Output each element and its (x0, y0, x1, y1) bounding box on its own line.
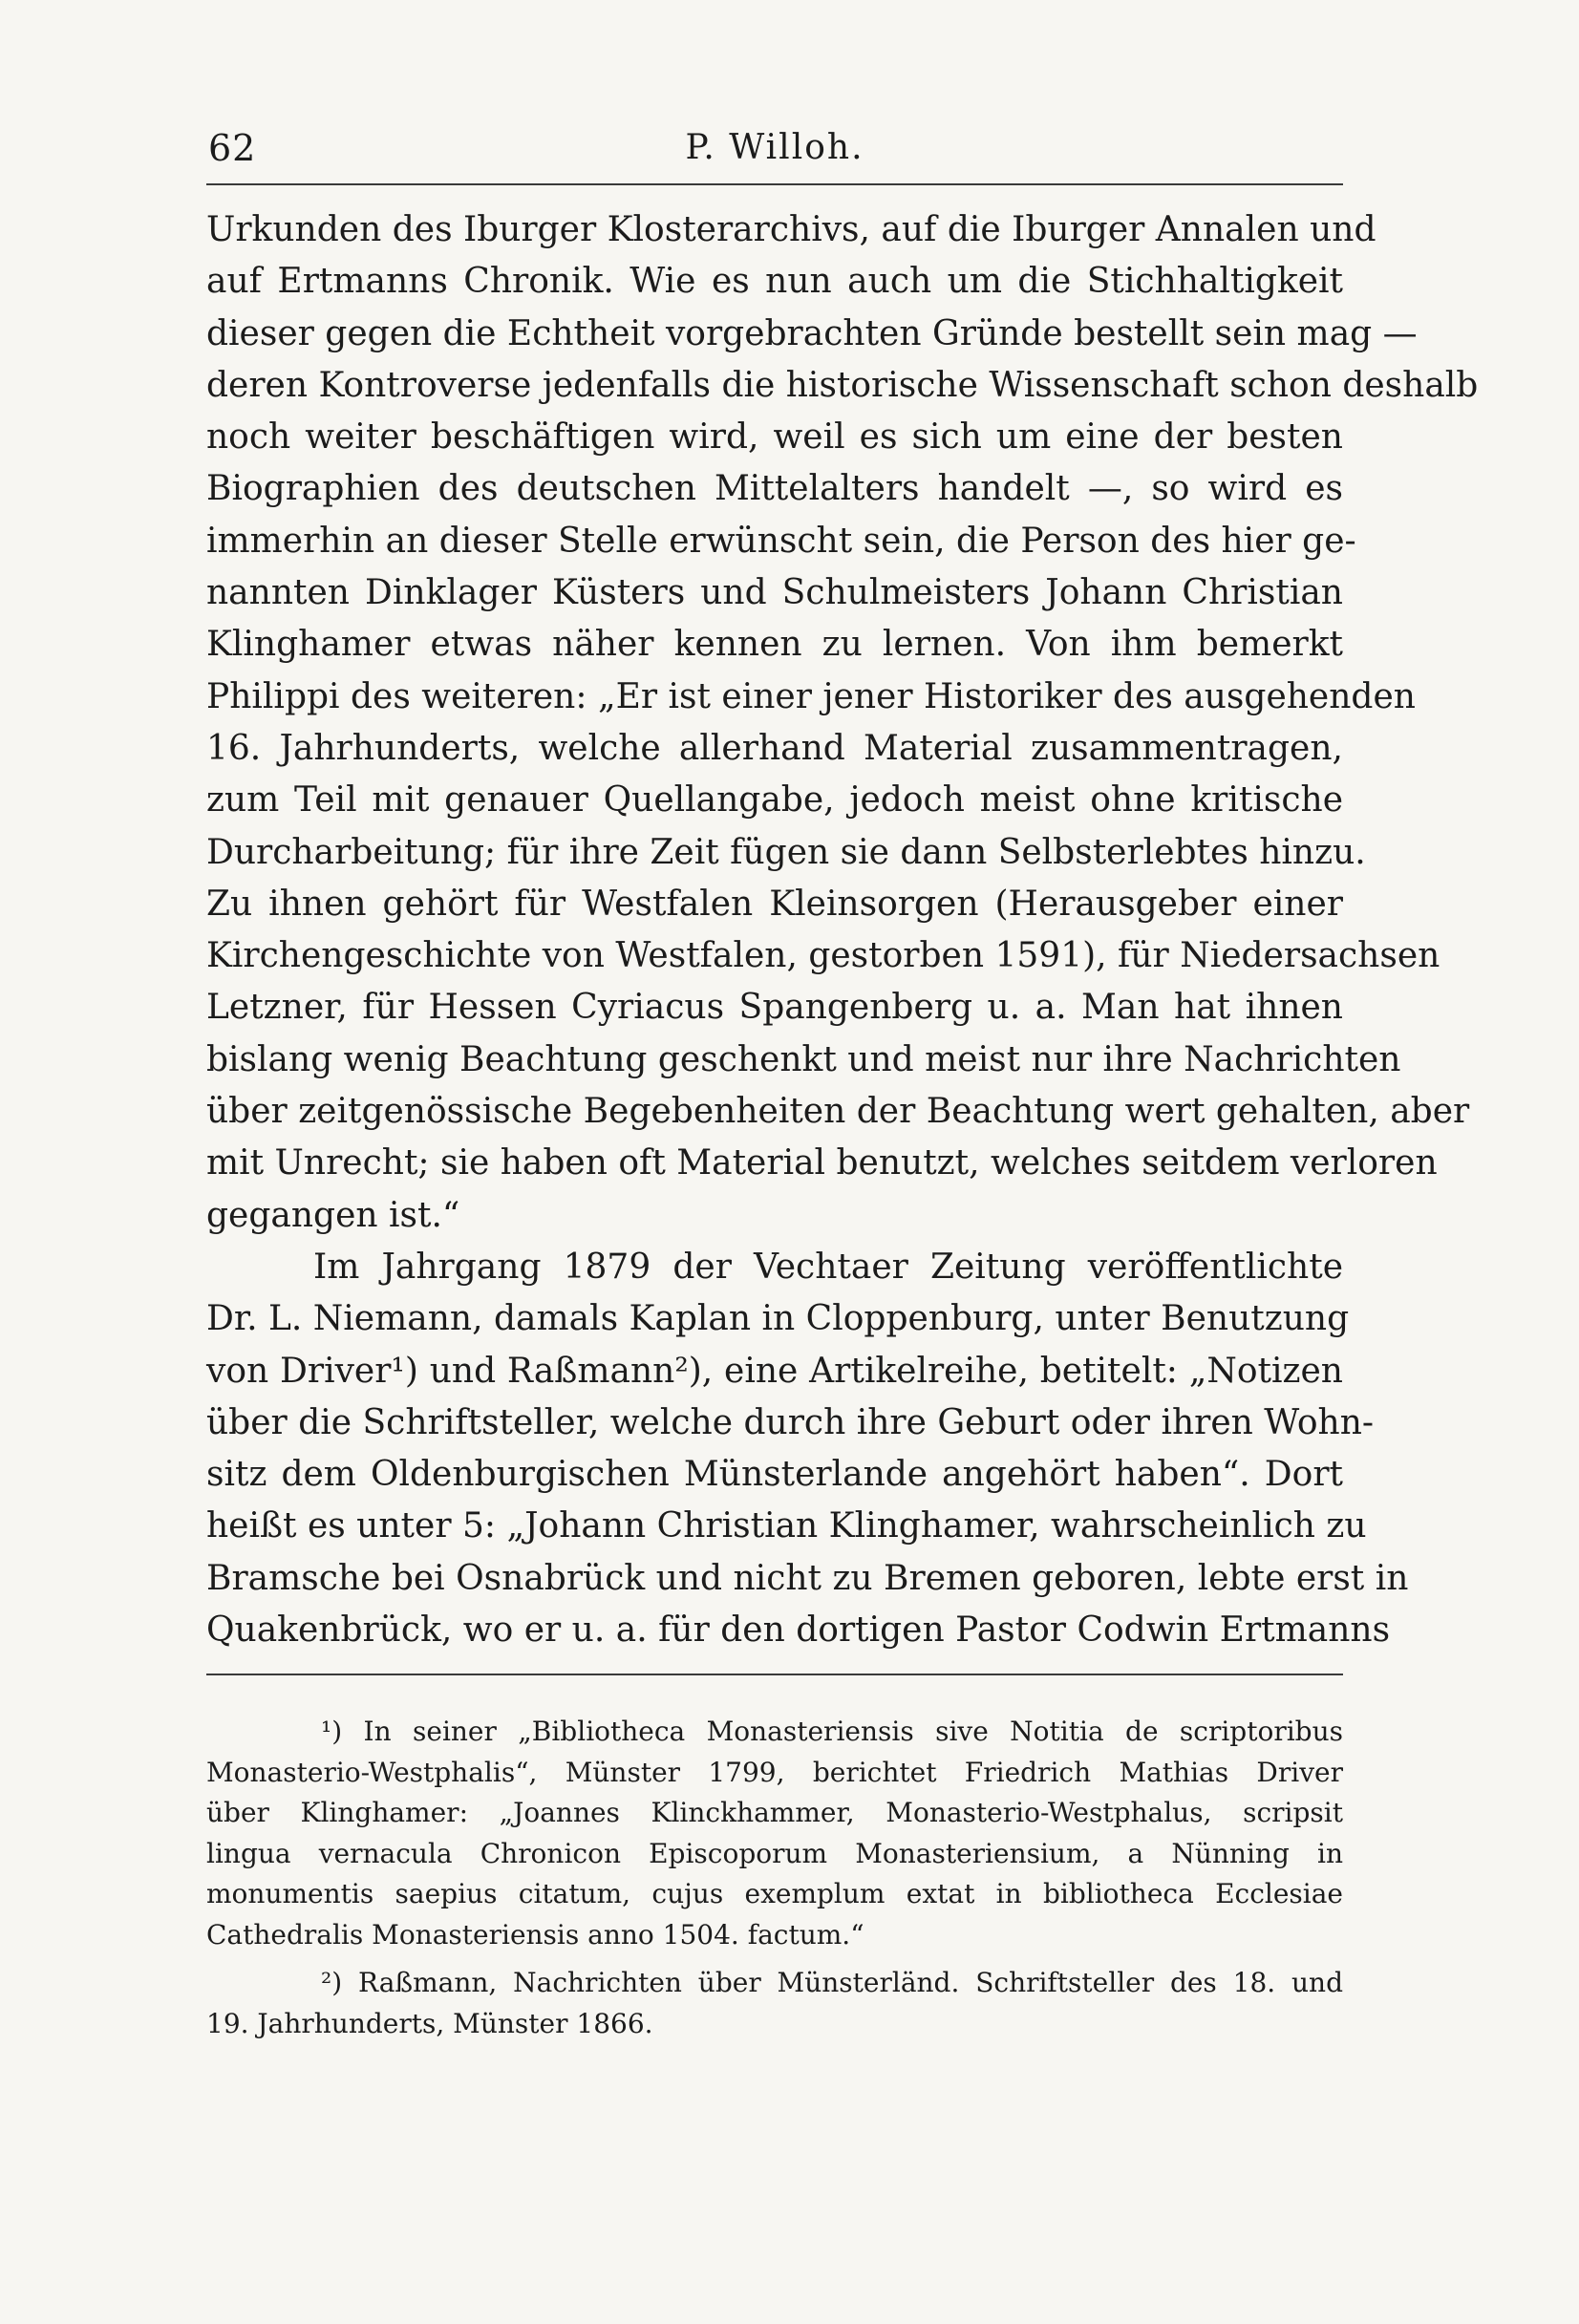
footnote-line: ²) Raßmann, Nachrichten über Münsterländ. Schriftsteller des 18. und (321, 1967, 1343, 1998)
body-line: über die Schriftsteller, welche durch ihre Geburt oder ihren Wohn- (206, 1402, 1375, 1442)
running-head: P. Willoh. (685, 128, 864, 167)
body-line: nannten Dinklager Küsters und Schulmeisters Johann Christian (206, 573, 1343, 613)
body-text (206, 204, 1479, 1656)
body-line: von Driver¹) und Raßmann²), eine Artikelreihe, betitelt: „Notizen (206, 1351, 1343, 1391)
header-rule (206, 183, 1343, 185)
body-line: auf Ertmanns Chronik. Wie es nun auch um die Stichhaltigkeit (206, 262, 1343, 302)
body-line: Biographien des deutschen Mittelalters handelt —, so wird es (206, 469, 1343, 509)
body-line: Philippi des weiteren: „Er ist einer jener Historiker des ausgehenden (206, 676, 1416, 716)
body-line: deren Kontroverse jedenfalls die historische Wissenschaft schon deshalb (206, 365, 1479, 405)
body-line: Im Jahrgang 1879 der Vechtaer Zeitung veröffentlichte (313, 1247, 1343, 1287)
body-line: Kirchengeschichte von Westfalen, gestorben 1591), für Niedersachsen (206, 936, 1440, 976)
body-line: gegangen ist.“ (206, 1195, 460, 1235)
footnote-1 (206, 1712, 1343, 1955)
footnote-line: lingua vernacula Chronicon Episcoporum Monasteriensium, a Nünning in (206, 1837, 1343, 1869)
footnote-line: ¹) In seiner „Bibliotheca Monasteriensis sive Notitia de scriptoribus (321, 1716, 1343, 1747)
body-line: Durcharbeitung; für ihre Zeit fügen sie dann Selbsterlebtes hinzu. (206, 832, 1366, 872)
body-line: bislang wenig Beachtung geschenkt und meist nur ihre Nachrichten (206, 1039, 1401, 1079)
body-line: Klinghamer etwas näher kennen zu lernen. Von ihm bemerkt (206, 625, 1343, 665)
footnotes (206, 1712, 1343, 2044)
body-line: zum Teil mit genauer Quellangabe, jedoch meist ohne kritische (206, 780, 1343, 821)
body-line: heißt es unter 5: „Johann Christian Klinghamer, wahrscheinlich zu (206, 1506, 1367, 1546)
footnote-line: 19. Jahrhunderts, Münster 1866. (206, 2007, 653, 2039)
body-line: mit Unrecht; sie haben oft Material benutzt, welches seitdem verloren (206, 1143, 1438, 1183)
footnote-gap (206, 1955, 1343, 1963)
body-line: sitz dem Oldenburgischen Münsterlande angehört haben“. Dort (206, 1455, 1343, 1495)
body-line: Bramsche bei Osnabrück und nicht zu Bremen geboren, lebte erst in (206, 1558, 1409, 1598)
page-header (208, 124, 1341, 181)
body-line: Letzner, für Hessen Cyriacus Spangenberg u. a. Man hat ihnen (206, 988, 1343, 1028)
footnote-rule (206, 1674, 1343, 1675)
body-line: dieser gegen die Echtheit vorgebrachten Gründe bestellt sein mag — (206, 313, 1418, 353)
body-line: 16. Jahrhunderts, welche allerhand Material zusammentragen, (206, 728, 1343, 768)
footnote-2 (206, 1963, 1343, 2044)
body-line: Zu ihnen gehört für Westfalen Kleinsorgen (Herausgeber einer (206, 884, 1343, 924)
body-line: Dr. L. Niemann, damals Kaplan in Cloppenburg, unter Benutzung (206, 1299, 1350, 1339)
footnote-line: Monasterio-Westphalis“, Münster 1799, berichtet Friedrich Mathias Driver (206, 1756, 1343, 1788)
body-line: immerhin an dieser Stelle erwünscht sein, die Person des hier ge- (206, 521, 1356, 561)
body-line: Urkunden des Iburger Klosterarchivs, auf die Iburger Annalen und (206, 210, 1376, 249)
body-line: Quakenbrück, wo er u. a. für den dortigen Pastor Codwin Ertmanns (206, 1610, 1391, 1651)
page-number: 62 (208, 127, 257, 169)
footnote-line: über Klinghamer: „Joannes Klinckhammer, Monasterio-Westphalus, scripsit (206, 1797, 1343, 1828)
footnote-line: monumentis saepius citatum, cujus exemplum extat in bibliotheca Ecclesiae (206, 1878, 1343, 1909)
body-line: über zeitgenössische Begebenheiten der Beachtung wert gehalten, aber (206, 1092, 1470, 1132)
body-line: noch weiter beschäftigen wird, weil es sich um eine der besten (206, 417, 1343, 458)
footnote-line: Cathedralis Monasteriensis anno 1504. factum.“ (206, 1918, 864, 1951)
